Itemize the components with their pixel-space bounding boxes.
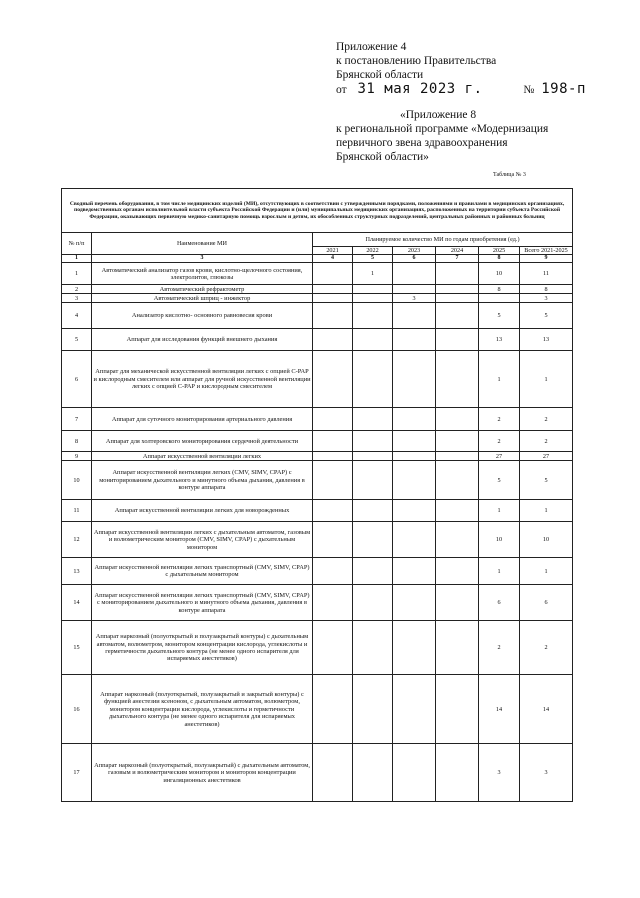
table-row xyxy=(62,329,573,351)
device-name: Аппарат искусственной вентиляции легких (CMV, SIMV, CPAP) с мониторированием дыхательного и минутного объема дыхания, давления в контуре аппарата xyxy=(92,461,313,500)
qty-2025: 13 xyxy=(479,329,520,351)
device-name: Аппарат искусственной вентиляции легких транспортный (CMV, SIMV, CPAP) с мониторированием дыхательного и минутного объема дыхания, давления в контуре аппарата xyxy=(92,585,313,621)
qty-2022 xyxy=(353,431,393,452)
device-name: Аппарат искусственной вентиляции легких транспортный (CMV, SIMV, CPAP) с дыхательным монитором xyxy=(92,558,313,585)
qty-2022 xyxy=(353,675,393,744)
qty-2021 xyxy=(313,500,353,522)
qty-2023 xyxy=(393,500,436,522)
table-row xyxy=(62,522,573,558)
qty-2025: 27 xyxy=(479,452,520,461)
qty-total: 3 xyxy=(520,744,573,802)
row-number: 9 xyxy=(62,452,92,461)
appendix-ref: к постановлению Правительства xyxy=(336,55,497,67)
qty-total: 3 xyxy=(520,294,573,303)
qty-2021 xyxy=(313,744,353,802)
appendix-region: Брянской области xyxy=(336,69,424,81)
row-number: 14 xyxy=(62,585,92,621)
qty-2025 xyxy=(479,294,520,303)
qty-2021 xyxy=(313,351,353,408)
qty-2025: 5 xyxy=(479,303,520,329)
qty-2023 xyxy=(393,558,436,585)
qty-total: 2 xyxy=(520,621,573,675)
index-cell: 9 xyxy=(520,255,573,263)
program-name-line2: первичного звена здравоохранения xyxy=(336,137,508,149)
qty-2025: 10 xyxy=(479,522,520,558)
qty-2023 xyxy=(393,408,436,431)
qty-2023 xyxy=(393,621,436,675)
qty-2024 xyxy=(436,675,479,744)
qty-2024 xyxy=(436,431,479,452)
index-cell: 5 xyxy=(353,255,393,263)
number-prefix: № xyxy=(523,84,535,96)
appendix-title: Приложение 4 xyxy=(336,41,407,53)
qty-2025: 10 xyxy=(479,263,520,285)
equipment-table xyxy=(61,188,573,802)
qty-2022 xyxy=(353,303,393,329)
qty-2025: 1 xyxy=(479,351,520,408)
qty-2022 xyxy=(353,585,393,621)
qty-2022 xyxy=(353,461,393,500)
program-reference xyxy=(336,108,548,164)
row-number: 13 xyxy=(62,558,92,585)
qty-2022 xyxy=(353,558,393,585)
row-number: 15 xyxy=(62,621,92,675)
qty-2024 xyxy=(436,461,479,500)
table-row xyxy=(62,294,573,303)
qty-2024 xyxy=(436,744,479,802)
device-name: Аппарат наркозный (полуоткрытый и полузакрытый контуры) с дыхательным автоматом, волюметром, монитором концентрации кислорода, углекислоты и герметичности дыхательного контура (не менее одного испарителя для испаряемых анестетиков) xyxy=(92,621,313,675)
appendix-date-line xyxy=(336,82,586,97)
device-name: Аппарат искусственной вентиляции легких с дыхательным автоматом, газовым и волюметрическим монитором (CMV, SIMV, CPAP) с дыхательным монитором xyxy=(92,522,313,558)
row-number: 17 xyxy=(62,744,92,802)
header-name: Наименование МИ xyxy=(92,233,313,255)
qty-2025: 8 xyxy=(479,285,520,294)
device-name: Аппарат искусственной вентиляции легких для новорожденных xyxy=(92,500,313,522)
device-name: Анализатор кислотно- основного равновесия крови xyxy=(92,303,313,329)
index-cell: 4 xyxy=(313,255,353,263)
device-name: Аппарат искусственной вентиляции легких xyxy=(92,452,313,461)
qty-2023 xyxy=(393,285,436,294)
qty-2025: 2 xyxy=(479,621,520,675)
row-number: 8 xyxy=(62,431,92,452)
qty-2024 xyxy=(436,285,479,294)
handwritten-number: 198-п xyxy=(541,81,586,97)
qty-2021 xyxy=(313,285,353,294)
header-year-2022: 2022 xyxy=(353,247,393,255)
header-year-2024: 2024 xyxy=(436,247,479,255)
qty-total: 8 xyxy=(520,285,573,294)
row-number: 3 xyxy=(62,294,92,303)
qty-total: 1 xyxy=(520,351,573,408)
qty-total: 5 xyxy=(520,303,573,329)
qty-2024 xyxy=(436,351,479,408)
qty-2025: 1 xyxy=(479,500,520,522)
qty-2023 xyxy=(393,461,436,500)
program-appendix-title: «Приложение 8 xyxy=(400,109,477,121)
qty-2023 xyxy=(393,263,436,285)
qty-total: 6 xyxy=(520,585,573,621)
qty-2021 xyxy=(313,522,353,558)
qty-2021 xyxy=(313,675,353,744)
qty-total: 5 xyxy=(520,461,573,500)
qty-total: 2 xyxy=(520,408,573,431)
row-number: 4 xyxy=(62,303,92,329)
row-number: 6 xyxy=(62,351,92,408)
handwritten-date: 31 мая 2023 г. xyxy=(357,81,483,97)
qty-2024 xyxy=(436,329,479,351)
qty-total: 2 xyxy=(520,431,573,452)
qty-2021 xyxy=(313,431,353,452)
qty-2021 xyxy=(313,585,353,621)
header-year-2021: 2021 xyxy=(313,247,353,255)
qty-2022 xyxy=(353,522,393,558)
table-row xyxy=(62,500,573,522)
table-row xyxy=(62,263,573,285)
device-name: Автоматический шприц - инжектор xyxy=(92,294,313,303)
qty-2021 xyxy=(313,294,353,303)
qty-2023 xyxy=(393,522,436,558)
qty-2024 xyxy=(436,408,479,431)
device-name: Аппарат для исследования функций внешнего дыхания xyxy=(92,329,313,351)
qty-2022 xyxy=(353,294,393,303)
table-row xyxy=(62,558,573,585)
qty-2025: 14 xyxy=(479,675,520,744)
qty-2022 xyxy=(353,351,393,408)
qty-total: 14 xyxy=(520,675,573,744)
qty-2022 xyxy=(353,500,393,522)
table-row xyxy=(62,408,573,431)
qty-total: 13 xyxy=(520,329,573,351)
qty-total: 1 xyxy=(520,558,573,585)
qty-2023 xyxy=(393,303,436,329)
qty-total: 10 xyxy=(520,522,573,558)
qty-2023 xyxy=(393,744,436,802)
qty-2024 xyxy=(436,294,479,303)
qty-2025: 2 xyxy=(479,431,520,452)
index-cell: 8 xyxy=(479,255,520,263)
header-num: № п/п xyxy=(62,233,92,255)
table-caption: Сводный перечень оборудования, в том числе медицинских изделий (МИ), отсутствующих в соответствии с утвержденными порядками, положениями и правилами в медицинских организациях, подведомственных органам исполнительной власти субъекта Российской Федерации и (или) муниципальных медицинских организациях, расположенных на территории субъекта Российской Федерации, оказывающих первичную медико-санитарную помощь взрослым и детям, их обособленных структурных подразделений, центральных районных и районных больниц xyxy=(62,189,573,233)
index-cell: 1 xyxy=(62,255,92,263)
index-cell: 7 xyxy=(436,255,479,263)
table-row xyxy=(62,431,573,452)
qty-2024 xyxy=(436,522,479,558)
qty-2021 xyxy=(313,329,353,351)
qty-2021 xyxy=(313,303,353,329)
qty-total: 11 xyxy=(520,263,573,285)
table-row xyxy=(62,285,573,294)
qty-2024 xyxy=(436,585,479,621)
date-prefix: от xyxy=(336,84,347,96)
device-name: Аппарат для холтеровского мониторирования сердечной деятельности xyxy=(92,431,313,452)
row-number: 7 xyxy=(62,408,92,431)
qty-2025: 6 xyxy=(479,585,520,621)
table-row xyxy=(62,461,573,500)
program-name-line1: к региональной программе «Модернизация xyxy=(336,123,549,135)
qty-2025: 2 xyxy=(479,408,520,431)
qty-total: 27 xyxy=(520,452,573,461)
table-row xyxy=(62,621,573,675)
qty-2022 xyxy=(353,329,393,351)
program-name-line3: Брянской области» xyxy=(336,151,429,163)
qty-2023 xyxy=(393,452,436,461)
index-cell: 6 xyxy=(393,255,436,263)
qty-2024 xyxy=(436,500,479,522)
row-number: 12 xyxy=(62,522,92,558)
qty-2021 xyxy=(313,263,353,285)
row-number: 11 xyxy=(62,500,92,522)
qty-2024 xyxy=(436,558,479,585)
table-row xyxy=(62,351,573,408)
header-year-2023: 2023 xyxy=(393,247,436,255)
qty-2024 xyxy=(436,621,479,675)
row-number: 16 xyxy=(62,675,92,744)
device-name: Автоматический анализатор газов крови, кислотно-щелочного состояния, электролитов, глюкозы xyxy=(92,263,313,285)
qty-2023 xyxy=(393,431,436,452)
header-quantity-group: Планируемое количество МИ по годам приобретения (ед.) xyxy=(313,233,573,247)
table-row xyxy=(62,452,573,461)
qty-2025: 5 xyxy=(479,461,520,500)
device-name: Аппарат наркозный (полуоткрытый, полузакрытый и закрытый контуры) с функцией анестезии ксеноном, с дыхательным автоматом, волюметром, монитором концентрации кислорода, углекислоты и герметичности дыхательного контура (не менее одного испарителя для испаряемых анестетиков) xyxy=(92,675,313,744)
appendix-header xyxy=(336,40,586,97)
qty-2023 xyxy=(393,585,436,621)
row-number: 5 xyxy=(62,329,92,351)
qty-2023: 3 xyxy=(393,294,436,303)
device-name: Аппарат наркозный (полуоткрытый, полузакрытый) с дыхательным автоматом, газовым и волюметрическим монитором и монитором концентрации ингаляционных анестетиков xyxy=(92,744,313,802)
qty-2022 xyxy=(353,744,393,802)
qty-2025: 1 xyxy=(479,558,520,585)
qty-2024 xyxy=(436,303,479,329)
qty-2025: 3 xyxy=(479,744,520,802)
row-number: 10 xyxy=(62,461,92,500)
row-number: 2 xyxy=(62,285,92,294)
qty-2021 xyxy=(313,408,353,431)
qty-2024 xyxy=(436,263,479,285)
qty-2022 xyxy=(353,621,393,675)
qty-2021 xyxy=(313,452,353,461)
table-row xyxy=(62,585,573,621)
qty-2022: 1 xyxy=(353,263,393,285)
table-row xyxy=(62,744,573,802)
qty-2023 xyxy=(393,329,436,351)
header-total: Всего 2021-2025 xyxy=(520,247,573,255)
qty-2021 xyxy=(313,558,353,585)
device-name: Автоматический рефрактометр xyxy=(92,285,313,294)
row-number: 1 xyxy=(62,263,92,285)
qty-2022 xyxy=(353,285,393,294)
qty-2023 xyxy=(393,351,436,408)
table-label: Таблица № 3 xyxy=(493,172,526,178)
qty-2022 xyxy=(353,452,393,461)
qty-2021 xyxy=(313,461,353,500)
index-cell: 3 xyxy=(92,255,313,263)
qty-total: 1 xyxy=(520,500,573,522)
qty-2022 xyxy=(353,408,393,431)
device-name: Аппарат для суточного мониторирования артериального давления xyxy=(92,408,313,431)
table-row xyxy=(62,675,573,744)
device-name: Аппарат для механической искусственной вентиляции легких с опцией С-РАР и кислородным смесителем или аппарат для ручной искусственной вентиляции легких с опцией С-РАР и кислородным смесителем xyxy=(92,351,313,408)
qty-2023 xyxy=(393,675,436,744)
qty-2021 xyxy=(313,621,353,675)
header-year-2025: 2025 xyxy=(479,247,520,255)
table-row xyxy=(62,303,573,329)
qty-2024 xyxy=(436,452,479,461)
